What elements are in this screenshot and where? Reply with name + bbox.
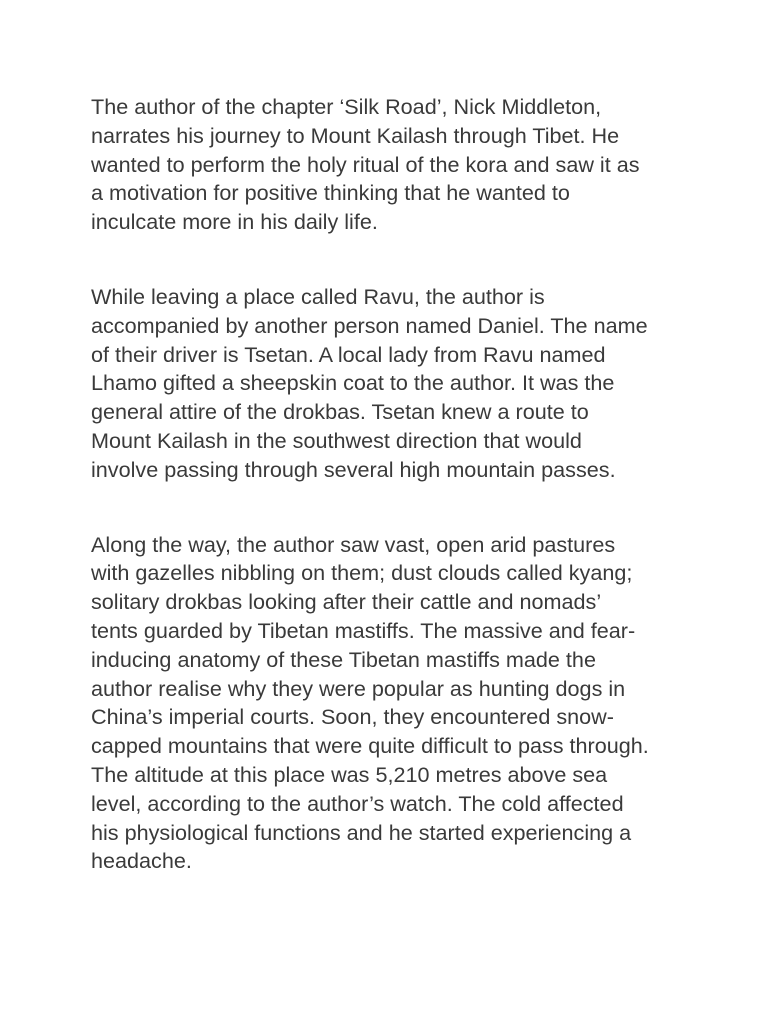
text-line: China’s imperial courts. Soon, they encountered snow-: [91, 704, 614, 730]
text-line: involve passing through several high mountain passes.: [91, 456, 616, 482]
text-line: Mount Kailash in the southwest direction that would: [91, 427, 582, 453]
text-line: author realise why they were popular as hunting dogs in: [91, 675, 626, 701]
text-line: tents guarded by Tibetan mastiffs. The massive and fear-: [91, 617, 636, 643]
text-line: inculcate more in his daily life.: [91, 209, 378, 235]
text-line: Lhamo gifted a sheepskin coat to the author. It was the: [91, 370, 615, 396]
text-line: solitary drokbas looking after their cattle and nomads’: [91, 589, 602, 615]
paragraph-1: [91, 93, 691, 237]
text-line: level, according to the author’s watch. The cold affected: [91, 790, 624, 816]
paragraph-2: [91, 283, 691, 485]
text-line: general attire of the drokbas. Tsetan knew a route to: [91, 399, 589, 425]
text-line: While leaving a place called Ravu, the author is: [91, 283, 545, 309]
text-line: a motivation for positive thinking that he wanted to: [91, 180, 570, 206]
text-line: Along the way, the author saw vast, open arid pastures: [91, 531, 616, 557]
paragraph-3: [91, 531, 691, 877]
text-line: The author of the chapter ‘Silk Road’, Nick Middleton,: [91, 94, 602, 119]
text-line: inducing anatomy of these Tibetan mastiffs made the: [91, 646, 596, 672]
text-line: narrates his journey to Mount Kailash through Tibet. He: [91, 122, 620, 148]
text-line: with gazelles nibbling on them; dust clouds called kyang;: [91, 560, 633, 586]
text-line: of their driver is Tsetan. A local lady from Ravu named: [91, 341, 606, 367]
document-body: [91, 93, 691, 876]
text-line: his physiological functions and he started experiencing a: [91, 819, 632, 845]
text-line: headache.: [91, 848, 192, 874]
text-line: accompanied by another person named Daniel. The name: [91, 312, 648, 338]
text-line: capped mountains that were quite difficult to pass through.: [91, 733, 649, 759]
text-line: The altitude at this place was 5,210 metres above sea: [91, 761, 608, 787]
text-line: wanted to perform the holy ritual of the kora and saw it as: [91, 151, 640, 177]
